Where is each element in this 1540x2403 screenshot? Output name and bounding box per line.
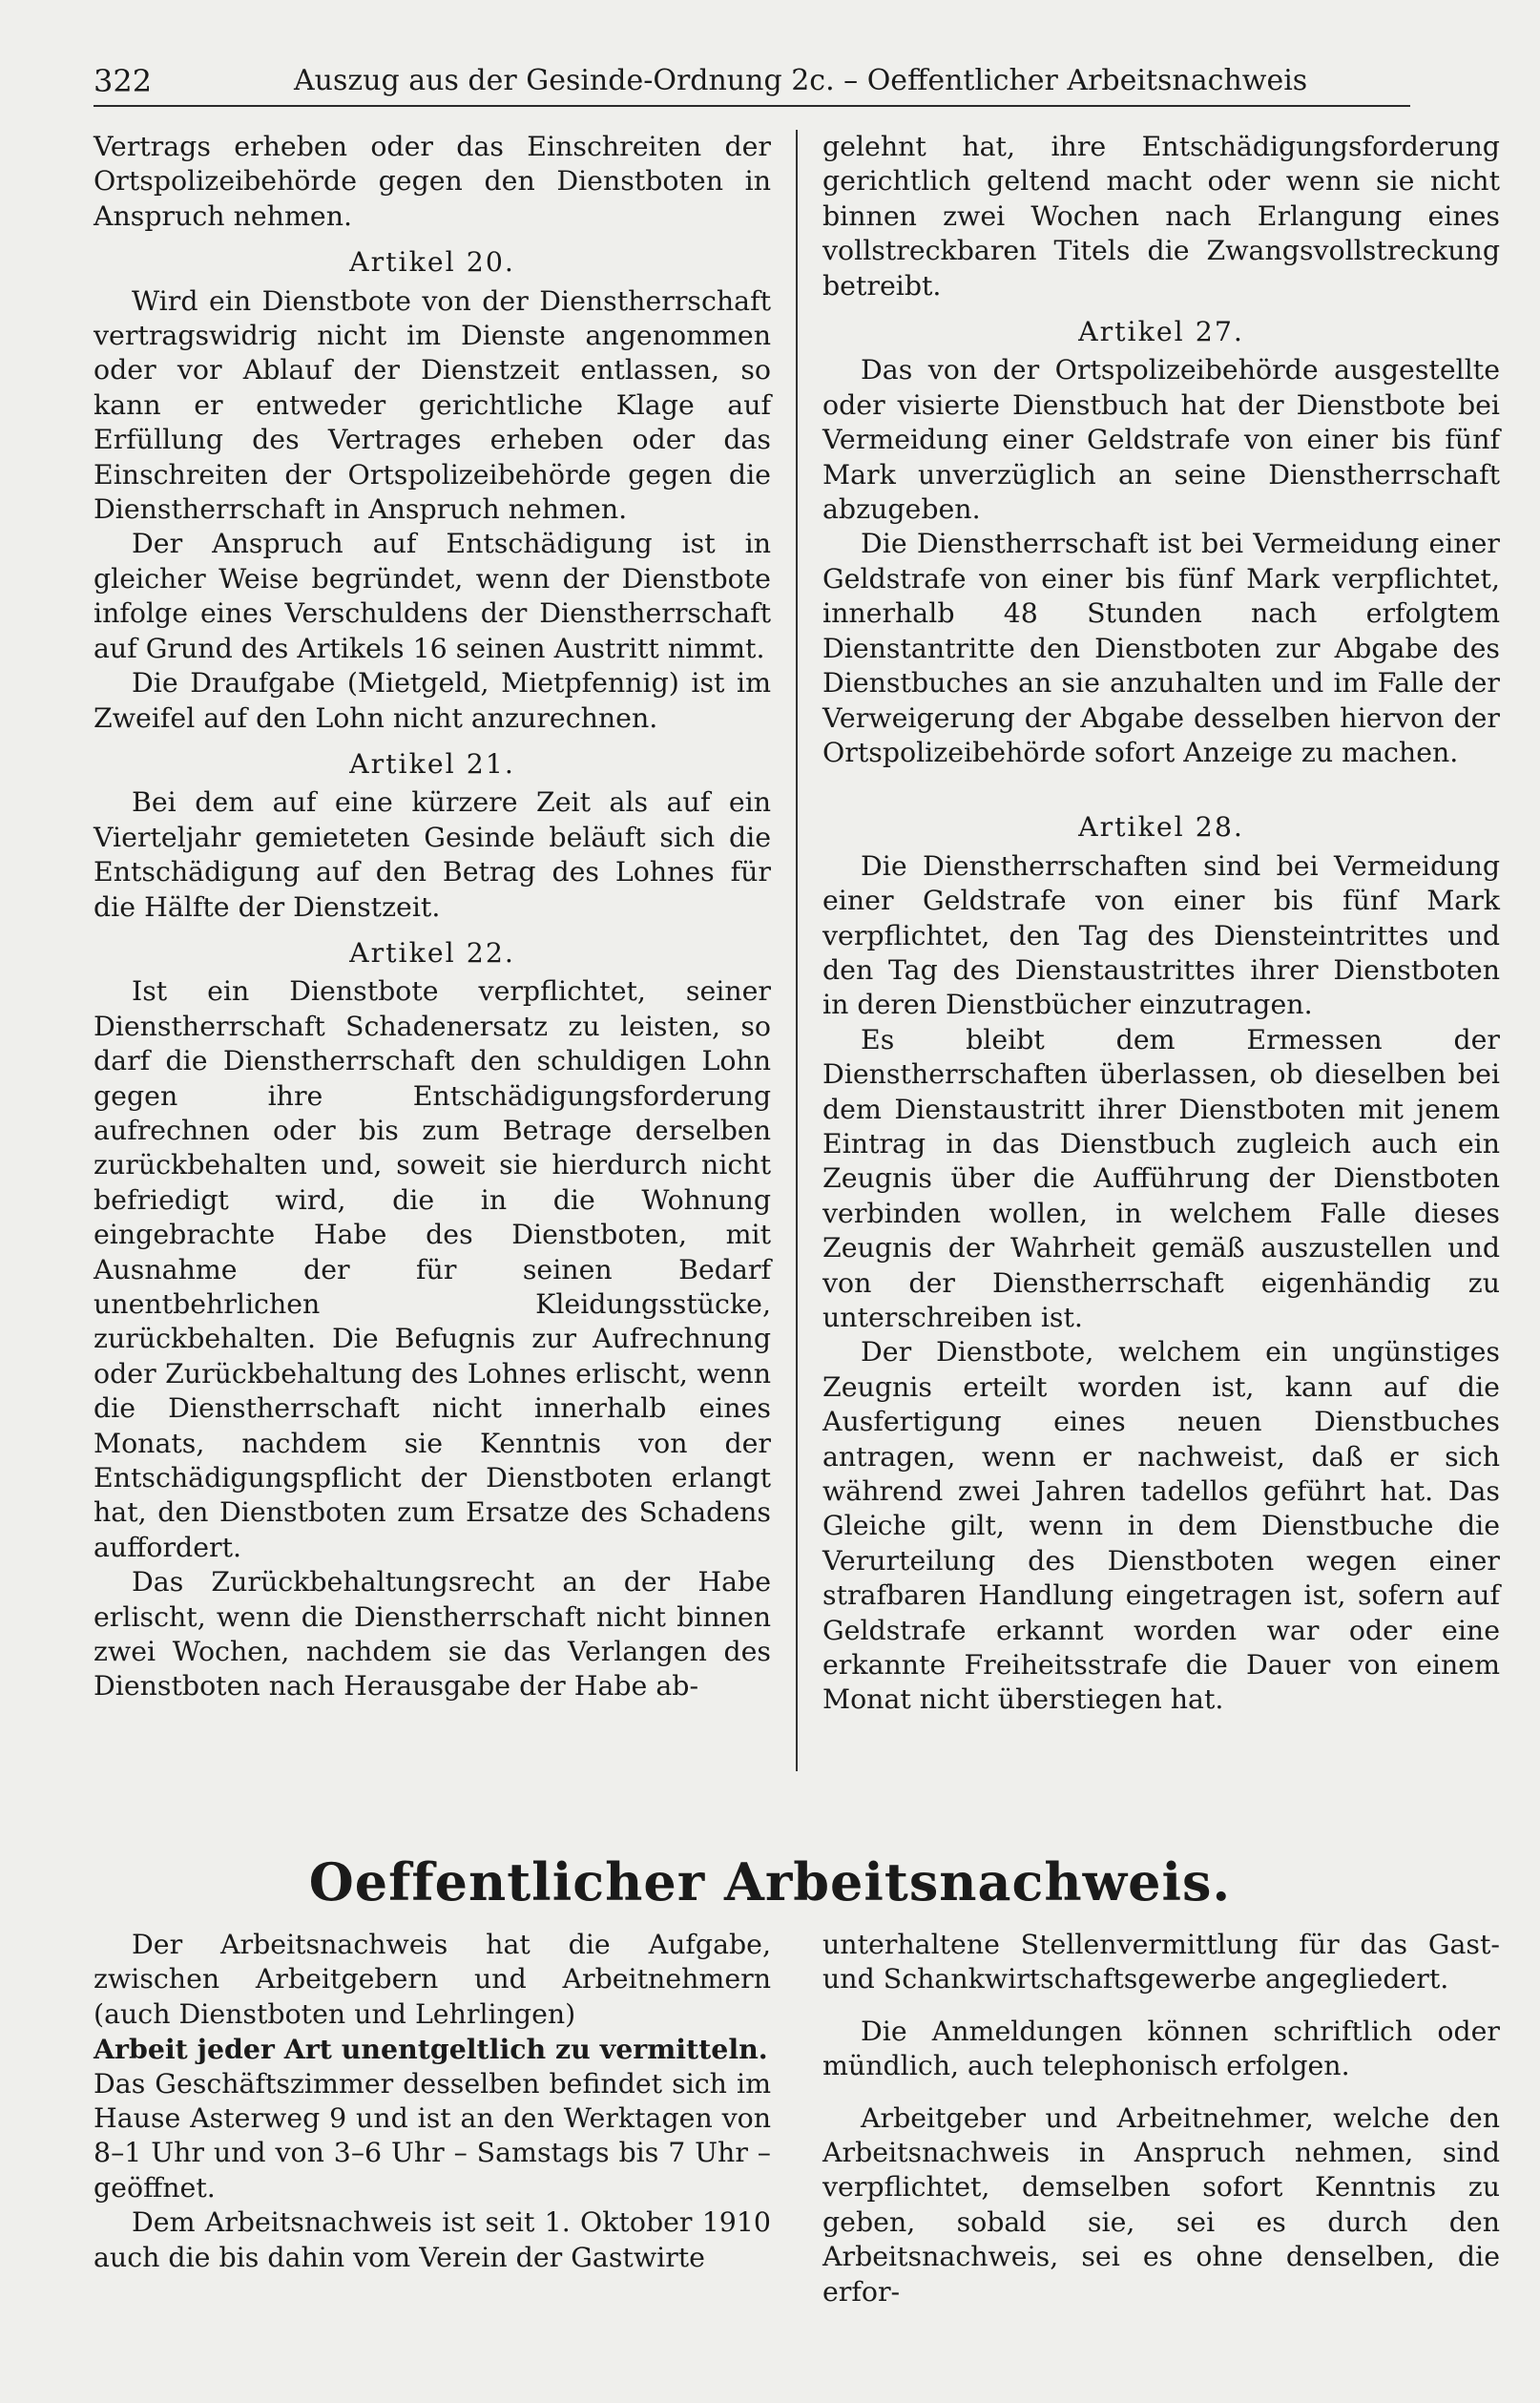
arbeitsnachweis-registration: Die Anmeldungen können schriftlich oder mündlich, auch telephonisch erfolgen. [822, 2015, 1500, 2082]
article-27-paragraph-1: Das von der Ortspolizeibehörde ausgestellte oder visierte Dienstbuch hat der Dienstbote bei Vermeidung einer Geldstrafe von einer bis fünf Mark unverzüglich an seine Dienstherrschaft abzugeben. [822, 354, 1500, 526]
spacer [822, 770, 1500, 799]
arbeitsnachweis-history: Dem Arbeitsnachweis ist seit 1. Oktober 1910 auch die bis dahin vom Verein der Gastwirte [94, 2206, 771, 2273]
page-header [94, 59, 1410, 107]
continued-paragraph: Vertrags erheben oder das Einschreiten der Ortspolizeibehörde gegen den Dienstboten in Anspruch nehmen. [94, 131, 771, 232]
article-20-heading: Artikel 20. [349, 246, 515, 279]
article-20-paragraph-2: Der Anspruch auf Entschädigung ist in gleicher Weise begründet, wenn der Dienstbote infolge eines Verschuldens der Dienstherrschaft auf Grund des Artikels 16 seinen Austritt nimmt. [94, 528, 771, 664]
column-divider [796, 130, 798, 1771]
spacer [822, 1997, 1500, 2015]
right-column-top [822, 130, 1500, 1718]
arbeitsnachweis-emphasis: Arbeit jeder Art unentgeltlich zu vermitteln. [94, 2033, 768, 2066]
article-20-paragraph-1: Wird ein Dienstbote von der Dienstherrschaft vertragswidrig nicht im Dienste angenommen oder vor Ablauf der Dienstzeit entlassen, so kann er entweder gerichtliche Klage auf Erfüllung des Vertrages erheben oder das Einschreiten der Ortspolizeibehörde gegen die Dienstherrschaft in Anspruch nehmen. [94, 284, 771, 526]
article-28-paragraph-2: Es bleibt dem Ermessen der Dienstherrschaften überlassen, ob dieselben bei dem Dienstaustritt ihrer Dienstboten mit jenem Eintrag in das Dienstbuch zugleich auch ein Zeugnis über die Aufführung der Dienstboten verbinden wollen, in welchem Falle dieses Zeugnis der Wahrheit gemäß auszustellen und von der Dienstherrschaft eigenhändig zu unterschreiben ist. [822, 1023, 1500, 1333]
left-column-top [94, 130, 771, 1704]
article-20-paragraph-3: Die Draufgabe (Mietgeld, Mietpfennig) ist im Zweifel auf den Lohn nicht anzurechnen. [94, 667, 771, 734]
article-22-paragraph-1: Ist ein Dienstbote verpflichtet, seiner Dienstherrschaft Schadenersatz zu leisten, so darf die Dienstherrschaft den schuldigen Lohn gegen ihre Entschädigungsforderung aufrechnen oder bis zum Betrage derselben zurückbehalten und, soweit sie hierdurch nicht befriedigt wird, die in die Wohnung eingebrachte Habe des Dienstboten, mit Ausnahme der für seinen Bedarf unentbehrlichen Kleidungsstücke, zurückbehalten. Die Befugnis zur Aufrechnung oder Zurückbehaltung des Lohnes erlischt, wenn die Dienstherrschaft nicht innerhalb eines Monats, nachdem sie Kenntnis von der Entschädigungspflicht der Dienstboten erlangt hat, den Dienstboten zum Ersatze des Schadens auffordert. [94, 975, 771, 1563]
right-column-bottom [822, 1928, 1500, 2309]
arbeitsnachweis-continued: unterhaltene Stellenvermittlung für das Gast- und Schankwirtschaftsgewerbe angegliedert. [822, 1929, 1500, 1996]
spacer [822, 2084, 1500, 2101]
arbeitsnachweis-obligation: Arbeitgeber und Arbeitnehmer, welche den Arbeitsnachweis in Anspruch nehmen, sind verpflichtet, demselben sofort Kenntnis zu geben, sobald sie, sei es durch den Arbeitsnachweis, sei es ohne denselben, die erfor- [822, 2101, 1500, 2308]
arbeitsnachweis-intro: Der Arbeitsnachweis hat die Aufgabe, zwischen Arbeitgebern und Arbeitnehmern (auch Dienstboten und Lehrlingen) [94, 1929, 771, 2030]
article-21-heading: Artikel 21. [349, 747, 515, 780]
page-number: 322 [94, 63, 153, 99]
arbeitsnachweis-office-hours: Das Geschäftszimmer desselben befindet sich im Hause Asterweg 9 und ist an den Werktagen von 8–1 Uhr und von 3–6 Uhr – Samstags bis 7 Uhr – geöffnet. [94, 2067, 771, 2204]
article-22-paragraph-2: Das Zurückbehaltungsrecht an der Habe erlischt, wenn die Dienstherrschaft nicht binnen zwei Wochen, nachdem sie das Verlangen des Dienstboten nach Herausgabe der Habe ab- [94, 1566, 771, 1703]
article-27-heading: Artikel 27. [1078, 316, 1244, 348]
article-27-paragraph-2: Die Dienstherrschaft ist bei Vermeidung einer Geldstrafe von einer bis fünf Mark verpflichtet, innerhalb 48 Stunden nach erfolgtem Dienstantritte den Dienstboten zur Abgabe des Dienstbuches an sie anzuhalten und im Falle der Verweigerung der Abgabe desselben hiervon der Ortspolizeibehörde sofort Anzeige zu machen. [822, 528, 1500, 768]
article-21-paragraph-1: Bei dem auf eine kürzere Zeit als auf ein Vierteljahr gemieteten Gesinde beläuft sich die Entschädigung auf den Betrag des Lohnes für die Hälfte der Dienstzeit. [94, 786, 771, 923]
article-22-heading: Artikel 22. [349, 936, 515, 969]
continued-paragraph: gelehnt hat, ihre Entschädigungsforderung gerichtlich geltend macht oder wenn sie nicht binnen zwei Wochen nach Erlangung eines vollstreckbaren Titels die Zwangsvollstreckung betreibt. [822, 131, 1500, 302]
left-column-bottom [94, 1928, 771, 2275]
running-title: Auszug aus der Gesinde-Ordnung 2c. – Oeffentlicher Arbeitsnachweis [294, 64, 1308, 97]
article-28-heading: Artikel 28. [1078, 811, 1244, 844]
section-heading: Oeffentlicher Arbeitsnachweis. [308, 1851, 1232, 1912]
article-28-paragraph-3: Der Dienstbote, welchem ein ungünstiges Zeugnis erteilt worden ist, kann auf die Ausfertigung eines neuen Dienstbuches antragen, wenn er nachweist, daß er sich während zwei Jahren tadellos geführt hat. Das Gleiche gilt, wenn in dem Dienstbuche die Verurteilung des Dienstboten wegen einer strafbaren Handlung eingetragen ist, sofern auf Geldstrafe erkannt worden war oder eine erkannte Freiheitsstrafe die Dauer von einem Monat nicht überstiegen hat. [822, 1336, 1500, 1716]
article-28-paragraph-1: Die Dienstherrschaften sind bei Vermeidung einer Geldstrafe von einer bis fünf Mark verpflichtet, den Tag des Diensteintrittes und den Tag des Dienstaustrittes ihrer Dienstboten in deren Dienstbücher einzutragen. [822, 849, 1500, 1021]
